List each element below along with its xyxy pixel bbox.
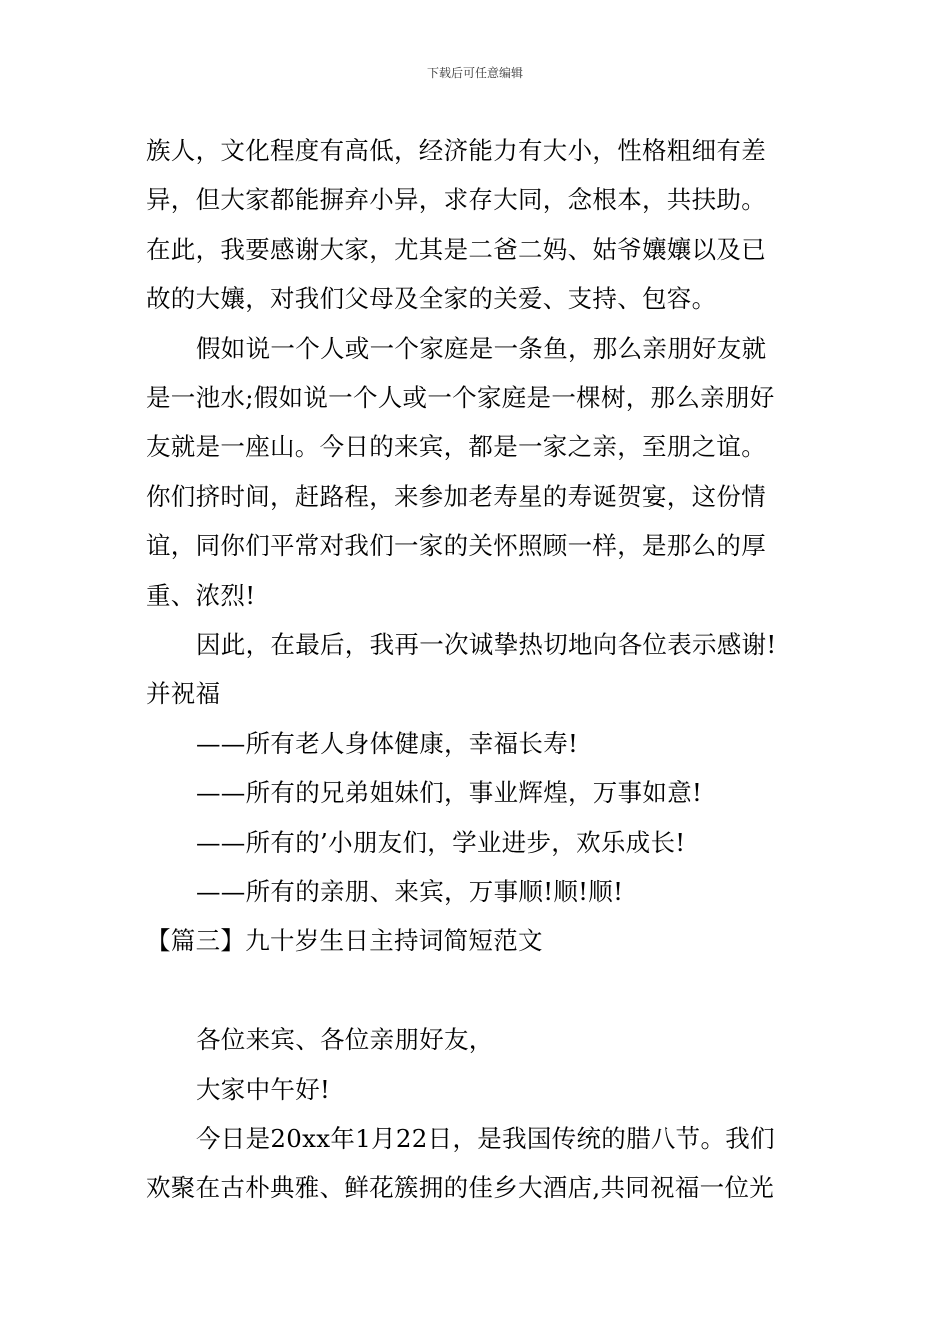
paragraph-line: 友就是一座山。今日的来宾，都是一家之亲，至朋之谊。: [146, 432, 766, 461]
paragraph-line: 今日是20xx年1月22日，是我国传统的腊八节。我们: [196, 1124, 775, 1153]
paragraph-line: 欢聚在古朴典雅、鲜花簇拥的佳乡大酒店,共同祝福一位光: [146, 1173, 775, 1202]
blessing-line: ——所有老人身体健康，幸福长寿!: [196, 729, 579, 758]
blessing-line: ——所有的’小朋友们，学业进步，欢乐成长!: [196, 828, 686, 857]
paragraph-line: 假如说一个人或一个家庭是一条鱼，那么亲朋好友就: [196, 334, 767, 363]
paragraph-line: 族人，文化程度有高低，经济能力有大小，性格粗细有差: [146, 136, 766, 165]
paragraph-line: 重、浓烈!: [146, 581, 256, 610]
paragraph-line: 在此，我要感谢大家，尤其是二爸二妈、姑爷孃孃以及已: [146, 235, 766, 264]
paragraph-line: 谊，同你们平常对我们一家的关怀照顾一样，是那么的厚: [146, 531, 766, 560]
paragraph-line: 是一池水;假如说一个人或一个家庭是一棵树，那么亲朋好: [146, 383, 775, 412]
paragraph-line: 你们挤时间，赶路程，来参加老寿星的寿诞贺宴，这份情: [146, 482, 766, 511]
blessing-line: ——所有的亲朋、来宾，万事顺!顺!顺!: [196, 877, 624, 906]
section-heading: 【篇三】九十岁生日主持词简短范文: [146, 926, 543, 955]
blessing-line: ——所有的兄弟姐妹们，事业辉煌，万事如意!: [196, 778, 703, 807]
paragraph-line: 大家中午好!: [196, 1075, 331, 1104]
paragraph-line: 并祝福: [146, 679, 221, 708]
paragraph-line: 因此，在最后，我再一次诚挚热切地向各位表示感谢!: [196, 630, 777, 659]
paragraph-line: 故的大孃，对我们父母及全家的关爱、支持、包容。: [146, 284, 717, 313]
paragraph-line: 异，但大家都能摒弃小异，求存大同，念根本，共扶助。: [146, 185, 766, 214]
page-header: 下载后可任意编辑: [426, 66, 523, 80]
paragraph-line: 各位来宾、各位亲朋好友，: [196, 1025, 494, 1054]
